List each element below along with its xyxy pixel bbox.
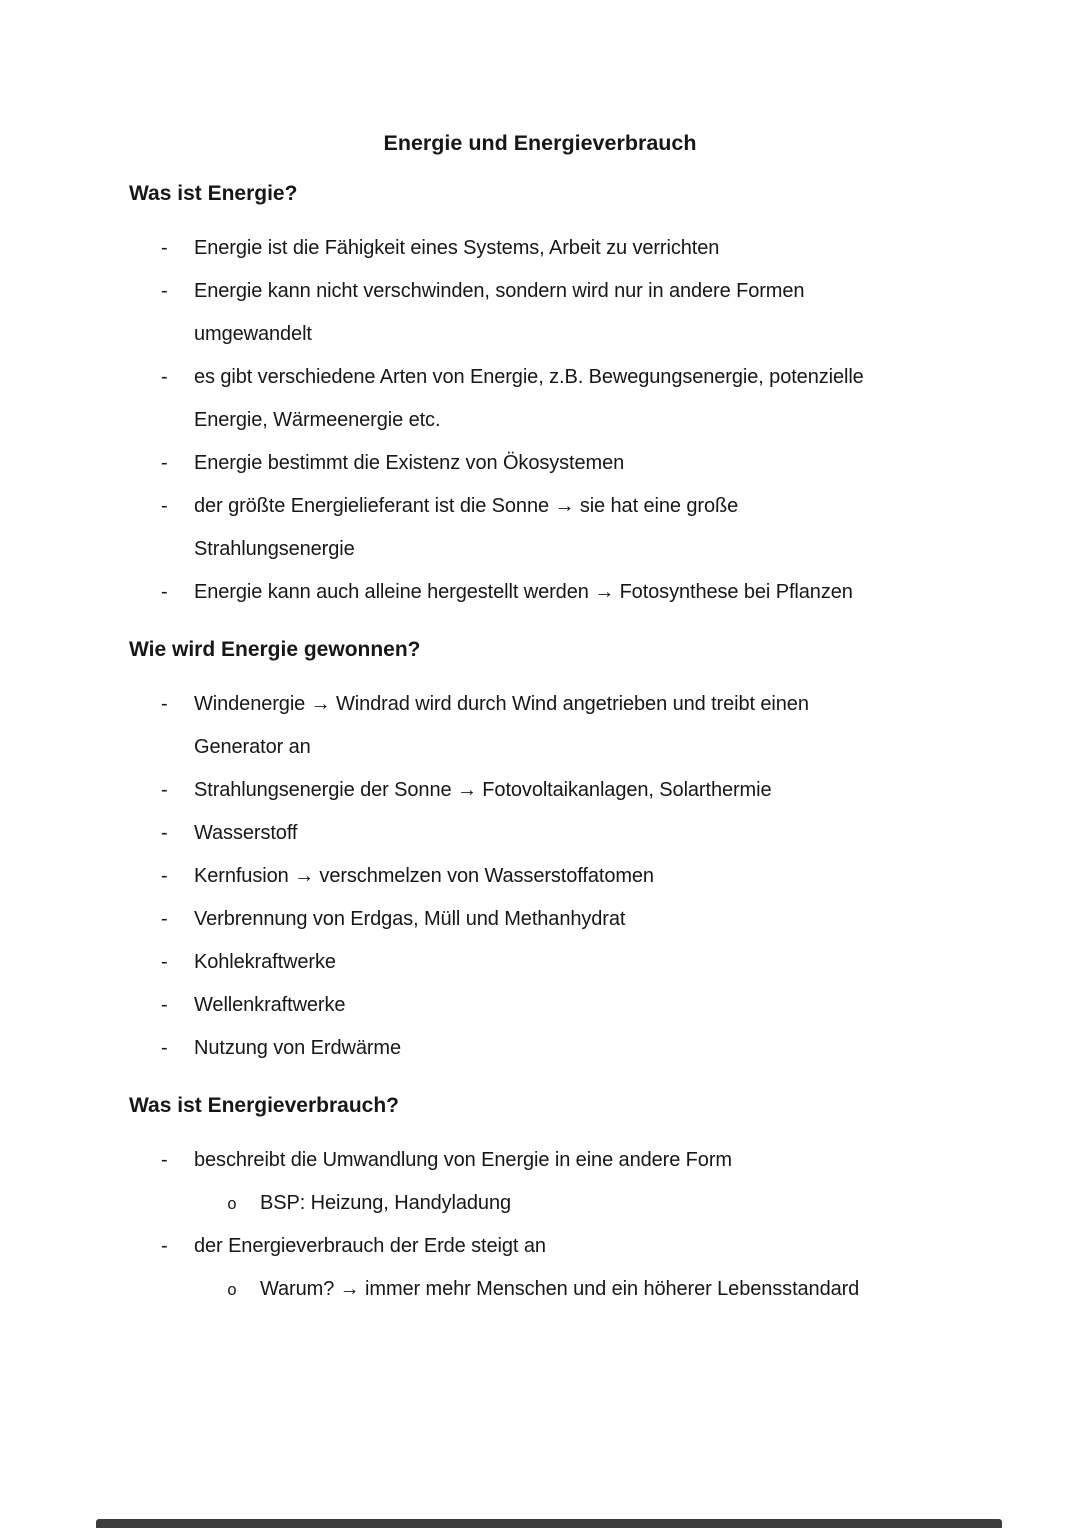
list-item-text: Generator an <box>194 736 311 758</box>
dash-bullet-marker: - <box>161 237 168 259</box>
list-item-text: umgewandelt <box>194 323 312 345</box>
list-line <box>0 313 1080 356</box>
dash-bullet-marker: - <box>161 280 168 302</box>
list-line <box>0 442 1080 485</box>
list-item-text: Windenergie → Windrad wird durch Wind angetrieben und treibt einen <box>194 693 809 715</box>
list-item-text: Energie ist die Fähigkeit eines Systems, Arbeit zu verrichten <box>194 237 720 259</box>
list-item-text: Energie, Wärmeenergie etc. <box>194 409 441 431</box>
list-line <box>0 1182 1080 1225</box>
dash-bullet-marker: - <box>161 452 168 474</box>
bullet-list <box>0 1139 1080 1311</box>
list-line <box>0 270 1080 313</box>
list-item-text: Nutzung von Erdwärme <box>194 1037 401 1059</box>
dash-bullet-marker: - <box>161 994 168 1016</box>
list-item-text: Energie kann nicht verschwinden, sondern wird nur in andere Formen <box>194 280 805 302</box>
list-line <box>0 855 1080 898</box>
list-line <box>0 1027 1080 1070</box>
list-line <box>0 769 1080 812</box>
dash-bullet-marker: - <box>161 1149 168 1171</box>
dash-bullet-marker: - <box>161 693 168 715</box>
list-line <box>0 227 1080 270</box>
dash-bullet-marker: - <box>161 951 168 973</box>
list-line <box>0 1268 1080 1311</box>
next-page-edge <box>96 1519 1002 1528</box>
bullet-list <box>0 683 1080 1070</box>
list-line <box>0 984 1080 1027</box>
list-line <box>0 356 1080 399</box>
list-item-text: Kernfusion → verschmelzen von Wasserstoffatomen <box>194 865 654 887</box>
dash-bullet-marker: - <box>161 1037 168 1059</box>
list-line <box>0 485 1080 528</box>
dash-bullet-marker: - <box>161 495 168 517</box>
dash-bullet-marker: - <box>161 822 168 844</box>
list-item-text: Verbrennung von Erdgas, Müll und Methanhydrat <box>194 908 626 930</box>
bullet-list <box>0 227 1080 614</box>
list-item-text: der größte Energielieferant ist die Sonne → sie hat eine große <box>194 495 739 517</box>
section-heading: Wie wird Energie gewonnen? <box>129 638 421 661</box>
list-item-text: beschreibt die Umwandlung von Energie in eine andere Form <box>194 1149 732 1171</box>
list-item-text: Strahlungsenergie der Sonne → Fotovoltaikanlagen, Solarthermie <box>194 779 772 801</box>
list-line <box>0 1139 1080 1182</box>
list-item-text: Kohlekraftwerke <box>194 951 336 973</box>
list-line <box>0 941 1080 984</box>
list-line <box>0 726 1080 769</box>
dash-bullet-marker: - <box>161 1235 168 1257</box>
list-item-text: Energie bestimmt die Existenz von Ökosystemen <box>194 452 625 474</box>
dash-bullet-marker: - <box>161 908 168 930</box>
list-line <box>0 812 1080 855</box>
list-item-text: der Energieverbrauch der Erde steigt an <box>194 1235 546 1257</box>
list-item-text: Wellenkraftwerke <box>194 994 346 1016</box>
document-sections <box>0 179 1080 1311</box>
list-item-text: Warum? → immer mehr Menschen und ein höherer Lebensstandard <box>260 1278 860 1300</box>
section-heading: Was ist Energieverbrauch? <box>129 1094 399 1117</box>
list-line <box>0 399 1080 442</box>
list-line <box>0 683 1080 726</box>
list-line <box>0 1225 1080 1268</box>
list-line <box>0 528 1080 571</box>
section-heading: Was ist Energie? <box>129 182 298 205</box>
list-item-text: es gibt verschiedene Arten von Energie, z.B. Bewegungsenergie, potenzielle <box>194 366 864 388</box>
list-line <box>0 898 1080 941</box>
circle-bullet-marker: o <box>227 1195 237 1214</box>
list-item-text: BSP: Heizung, Handyladung <box>260 1192 511 1214</box>
document-title: Energie und Energieverbrauch <box>383 131 697 155</box>
list-item-text: Strahlungsenergie <box>194 538 355 560</box>
dash-bullet-marker: - <box>161 581 168 603</box>
dash-bullet-marker: - <box>161 779 168 801</box>
list-item-text: Wasserstoff <box>194 822 298 844</box>
dash-bullet-marker: - <box>161 366 168 388</box>
dash-bullet-marker: - <box>161 865 168 887</box>
list-line <box>0 571 1080 614</box>
circle-bullet-marker: o <box>227 1281 237 1300</box>
list-item-text: Energie kann auch alleine hergestellt werden → Fotosynthese bei Pflanzen <box>194 581 853 603</box>
